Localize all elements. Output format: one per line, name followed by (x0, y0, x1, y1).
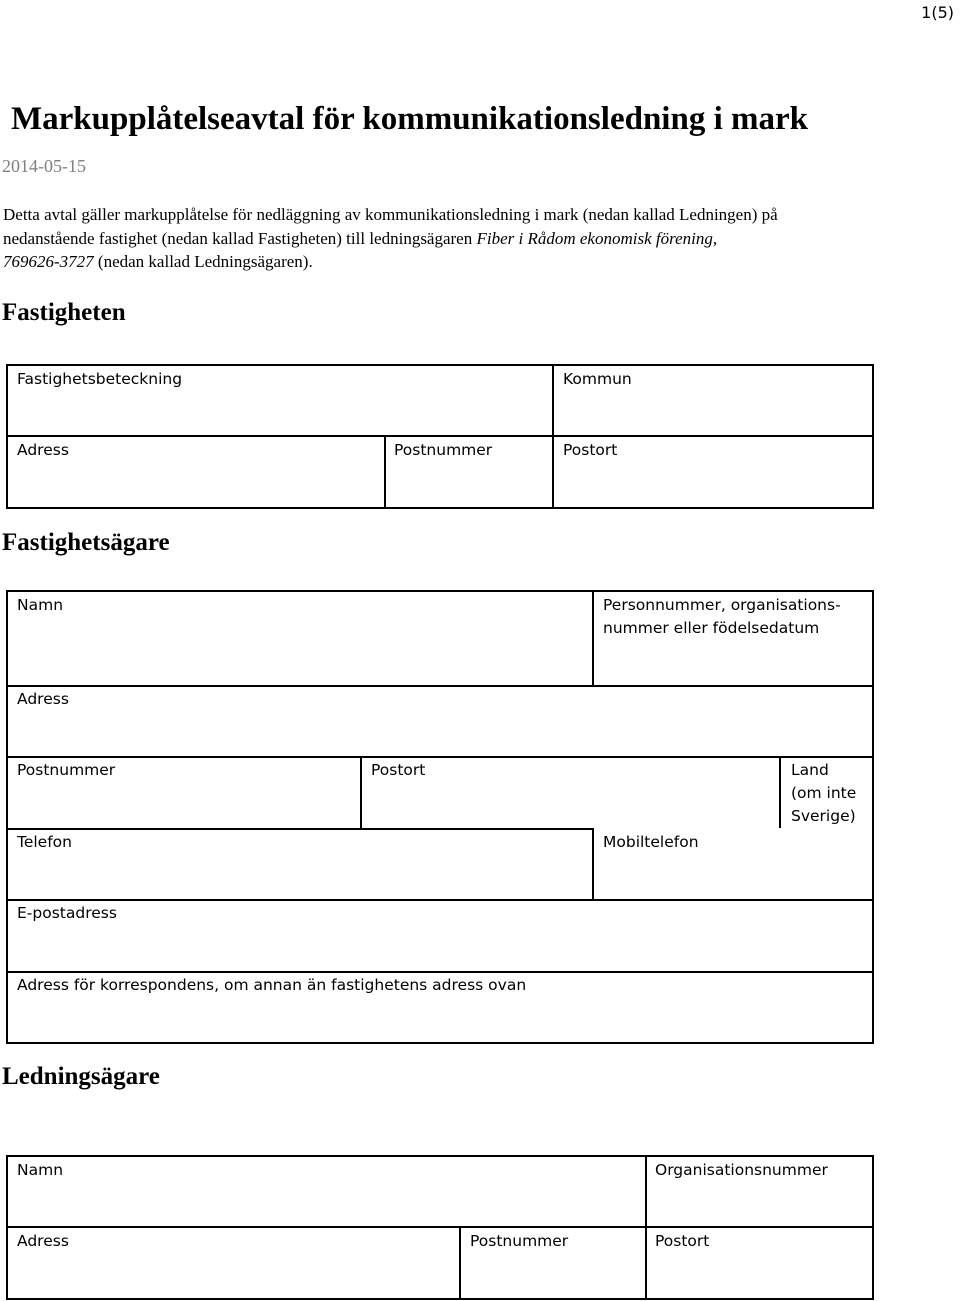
document-title: Markupplåtelseavtal för kommunikationsledning i mark (11, 101, 808, 137)
field-personnummer[interactable]: Personnummer, organisations- nummer eller födelsedatum (603, 596, 841, 637)
divider (592, 828, 594, 899)
field-fastighetsbeteckning[interactable]: Fastighetsbeteckning (17, 370, 183, 388)
document-date: 2014-05-15 (2, 156, 86, 176)
divider (8, 435, 872, 437)
divider (552, 366, 554, 507)
intro-line-3: 769626-3727 (nedan kallad Ledningsägaren). (3, 252, 313, 271)
divider (8, 899, 872, 901)
divider (8, 685, 872, 687)
divider (592, 592, 594, 685)
page-number: 1(5) (921, 3, 954, 22)
divider (459, 1226, 461, 1298)
fastigheten-form (6, 364, 874, 509)
divider (8, 971, 872, 973)
heading-fastighetsagare: Fastighetsägare (2, 529, 170, 556)
divider (384, 435, 386, 507)
divider (8, 1226, 872, 1228)
field-postnummer[interactable]: Postnummer (394, 441, 493, 459)
field-adress[interactable]: Adress (17, 1232, 69, 1250)
field-kommun[interactable]: Kommun (563, 370, 632, 388)
intro-line-2: nedanstående fastighet (nedan kallad Fastigheten) till ledningsägaren Fiber i Rådom ekonomisk förening, (3, 228, 718, 248)
field-postnummer[interactable]: Postnummer (470, 1232, 569, 1250)
field-land[interactable]: Land (om inte Sverige) (791, 761, 857, 825)
fastighetsagare-form (6, 590, 874, 1044)
intro-line-1: Detta avtal gäller markupplåtelse för nedläggning av kommunikationsledning i mark (nedan kallad Ledningen) på (3, 205, 778, 224)
field-postort[interactable]: Postort (371, 761, 426, 779)
field-adress[interactable]: Adress (17, 690, 69, 708)
field-epostadress[interactable]: E-postadress (17, 904, 117, 922)
heading-ledningsagare: Ledningsägare (2, 1063, 160, 1090)
company-org-number: 769626-3727 (3, 252, 94, 271)
field-telefon[interactable]: Telefon (17, 833, 72, 851)
field-organisationsnummer[interactable]: Organisationsnummer (655, 1161, 828, 1179)
divider (779, 756, 781, 828)
divider (360, 756, 362, 828)
field-postnummer[interactable]: Postnummer (17, 761, 116, 779)
field-adress[interactable]: Adress (17, 441, 69, 459)
field-postort[interactable]: Postort (563, 441, 618, 459)
divider (8, 756, 872, 758)
divider (645, 1157, 647, 1298)
divider (8, 828, 592, 830)
company-name: Fiber i Rådom ekonomisk förening, (476, 228, 718, 248)
field-namn[interactable]: Namn (17, 1161, 64, 1179)
field-mobiltelefon[interactable]: Mobiltelefon (603, 833, 699, 851)
field-korrespondensadress[interactable]: Adress för korrespondens, om annan än fastighetens adress ovan (17, 976, 527, 994)
field-namn[interactable]: Namn (17, 596, 64, 614)
field-postort[interactable]: Postort (655, 1232, 710, 1250)
intro-paragraph (3, 203, 953, 274)
ledningsagare-form (6, 1155, 874, 1300)
heading-fastigheten: Fastigheten (2, 299, 126, 326)
